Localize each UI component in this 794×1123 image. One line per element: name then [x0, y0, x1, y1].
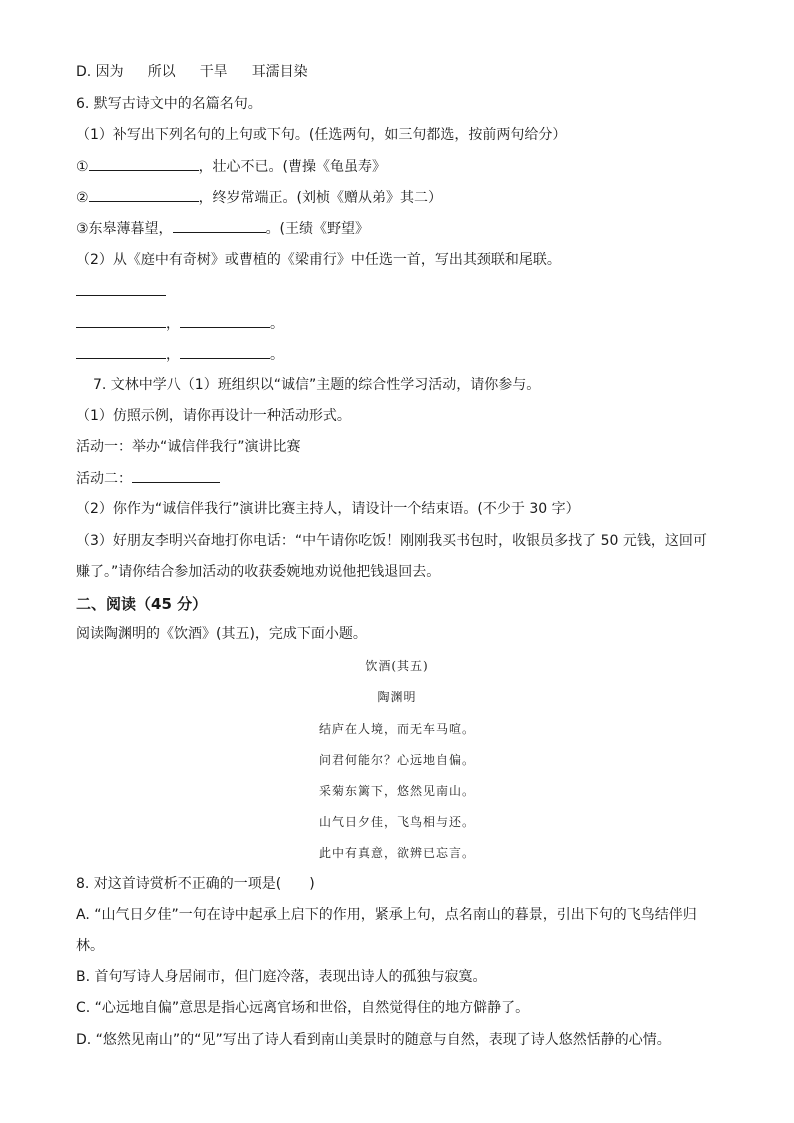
q7-activity2: [76, 468, 220, 489]
q8-title: 8. 对这首诗赏析不正确的一项是( ): [76, 876, 315, 892]
q6-answer-line-2: [76, 313, 284, 334]
section2-intro: 阅读陶渊明的《饮酒》(其五)，完成下面小题。: [76, 626, 367, 642]
q6-answer-blank-3a[interactable]: [76, 344, 166, 359]
q7-part1: （1）仿照示例，请你再设计一种活动形式。: [76, 408, 351, 424]
q5-option-d-label: D. 因为: [76, 64, 124, 80]
q6-period-3: 。: [270, 347, 284, 363]
q6-answer-blank-3b[interactable]: [180, 344, 270, 359]
q5-option-d-word-3: 耳濡目染: [251, 64, 308, 80]
q5-option-d-word-1: 所以: [147, 64, 176, 80]
q6-comma-2: ，: [166, 316, 180, 332]
section2-heading: 二、阅读（45 分）: [76, 595, 208, 613]
q6-answer-blank-2b[interactable]: [180, 313, 270, 328]
q7-part2: （2）你作为“诚信伴我行”演讲比赛主持人，请设计一个结束语。(不少于 30 字）: [76, 501, 580, 517]
q7-activity2-label: 活动二：: [76, 471, 132, 487]
q8-option-a-line2: 林。: [76, 938, 104, 954]
poem-line-3: 采菊东篱下，悠然见南山。: [318, 784, 475, 798]
q6-item3-text: 。(王绩《野望》: [265, 221, 370, 237]
poem-line-4: 山气日夕佳，飞鸟相与还。: [318, 815, 475, 829]
q8-option-b: B. 首句写诗人身居闹市，但门庭冷落，表现出诗人的孤独与寂寞。: [76, 969, 487, 985]
q6-item2: [76, 187, 442, 208]
q6-item1-text: ，壮心不已。(曹操《龟虽寿》: [198, 159, 387, 175]
q6-item3: [76, 218, 369, 239]
q6-item3-prefix: ③东皋薄暮望，: [76, 221, 173, 237]
q7-activity2-blank[interactable]: [132, 468, 220, 483]
q8-option-a-line1: A. “山气日夕佳”一句在诗中起承上启下的作用，紧承上句，点名南山的暮景，引出下句的飞鸟结伴归: [76, 907, 697, 923]
q6-period-2: 。: [270, 316, 284, 332]
poem-line-1: 结庐在人境，而无车马喧。: [318, 722, 475, 736]
q5-option-d-word-2: 干旱: [199, 64, 228, 80]
q8-option-c: C. “心远地自偏”意思是指心远离官场和世俗，自然觉得住的地方僻静了。: [76, 1000, 530, 1016]
poem-title: 饮酒(其五): [365, 659, 429, 673]
q7-part3-line1: （3）好朋友李明兴奋地打你电话：“中午请你吃饭！刚刚我买书包时，收银员多找了 50 元钱，这回可: [76, 533, 707, 549]
poem-author: 陶渊明: [377, 690, 417, 704]
q7-title: 7. 文林中学八（1）班组织以“诚信”主题的综合性学习活动，请你参与。: [93, 377, 541, 393]
q6-item1: [76, 156, 386, 177]
q6-comma-3: ，: [166, 347, 180, 363]
q6-item2-text: ，终岁常端正。(刘桢《赠从弟》其二）: [198, 190, 443, 206]
q6-part1: （1）补写出下列名句的上句或下句。(任选两句，如三句都选，按前两句给分）: [76, 127, 567, 143]
poem-line-2: 问君何能尔？心远地自偏。: [318, 753, 475, 767]
q6-answer-line-1: [76, 281, 166, 302]
q6-answer-blank-title[interactable]: [76, 281, 166, 296]
q6-item1-blank[interactable]: [89, 156, 199, 171]
q6-item1-mark: ①: [76, 159, 89, 175]
q7-part3-line2: 赚了。”请你结合参加活动的收获委婉地劝说他把钱退回去。: [76, 564, 441, 580]
poem-line-5: 此中有真意，欲辨已忘言。: [318, 846, 475, 860]
q8-option-d: D. “悠然见南山”的“见”写出了诗人看到南山美景时的随意与自然，表现了诗人悠然恬静的心情。: [76, 1032, 671, 1048]
q6-item2-blank[interactable]: [89, 187, 199, 202]
q6-item3-blank[interactable]: [173, 218, 266, 233]
q6-answer-blank-2a[interactable]: [76, 313, 166, 328]
q6-part2: （2）从《庭中有奇树》或曹植的《梁甫行》中任选一首，写出其颈联和尾联。: [76, 252, 561, 268]
q7-activity1: 活动一：举办“诚信伴我行”演讲比赛: [76, 439, 301, 455]
q6-item2-mark: ②: [76, 190, 89, 206]
q6-answer-line-3: [76, 344, 284, 365]
q5-option-d: [76, 62, 308, 82]
q6-title: 6. 默写古诗文中的名篇名句。: [76, 96, 262, 112]
